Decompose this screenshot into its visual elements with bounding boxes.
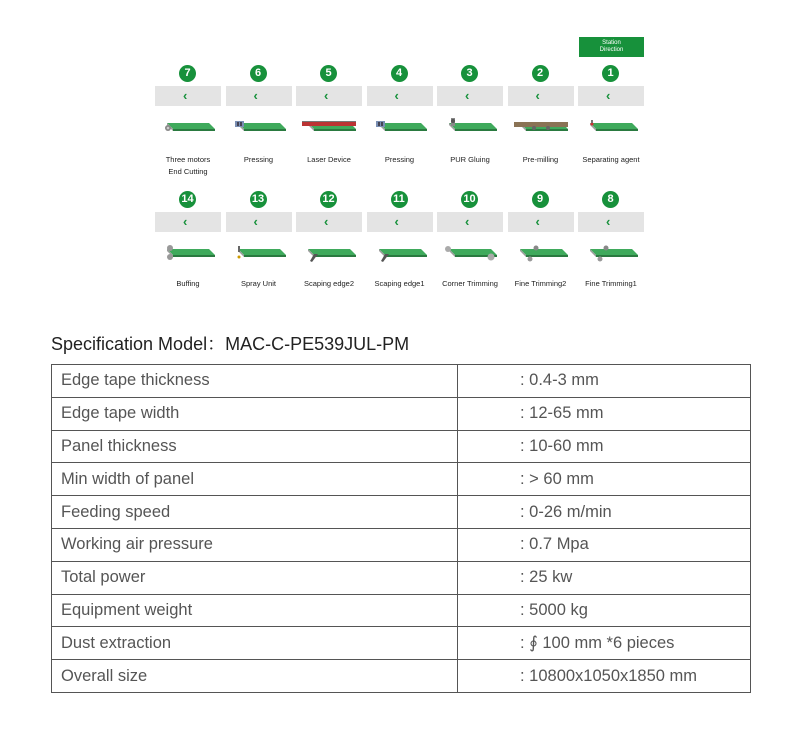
station-number-badge: 5 [320, 65, 337, 82]
chevron-left-icon: ‹ [324, 214, 329, 229]
station-label-line1: Laser Device [307, 155, 351, 164]
spec-key: Total power [52, 561, 458, 594]
spec-row [52, 430, 751, 463]
station-number-badge: 3 [461, 65, 478, 82]
direction-arrow-box [578, 86, 644, 106]
station-13 [226, 188, 292, 288]
spec-key: Panel thickness [52, 430, 458, 463]
spec-value: : 0.7 Mpa [458, 528, 751, 561]
chevron-left-icon: ‹ [465, 88, 470, 103]
station-label-line1: Three motors [165, 155, 211, 164]
buffing-machine-icon [161, 244, 215, 262]
spec-row [52, 660, 751, 693]
spec-value: : ∮ 100 mm *6 pieces [458, 627, 751, 660]
station-10 [437, 188, 503, 288]
spec-key: Edge tape thickness [52, 365, 458, 398]
station-7 [155, 62, 221, 176]
chevron-left-icon: ‹ [253, 214, 258, 229]
spec-value: : 25 kw [458, 561, 751, 594]
direction-arrow-box [155, 212, 221, 232]
station-number-badge: 1 [602, 65, 619, 82]
spec-value: : 0.4-3 mm [458, 365, 751, 398]
station-number-badge: 12 [320, 191, 337, 208]
spec-row [52, 594, 751, 627]
direction-arrow-box [226, 86, 292, 106]
station-label-line1: Scaping edge2 [303, 279, 355, 288]
spec-row [52, 528, 751, 561]
spec-row [52, 463, 751, 496]
station-number-badge: 11 [391, 191, 408, 208]
fine-trim-machine-icon [514, 244, 568, 262]
station-number-badge: 4 [391, 65, 408, 82]
spec-row [52, 365, 751, 398]
end-cutting-machine-icon [161, 118, 215, 136]
spec-key: Working air pressure [52, 528, 458, 561]
scraping-machine-icon [373, 244, 427, 262]
station-label-line1: Pressing [384, 155, 415, 164]
chevron-left-icon: ‹ [394, 88, 399, 103]
station-6 [226, 62, 292, 164]
process-row-top [155, 62, 645, 176]
spec-value: : 0-26 m/min [458, 496, 751, 529]
direction-arrow-box [508, 86, 574, 106]
station-label-line1: Pressing [243, 155, 274, 164]
station-label-line2: End Cutting [168, 167, 208, 176]
spec-value: : > 60 mm [458, 463, 751, 496]
station-label-line1: Fine Trimming2 [514, 279, 567, 288]
station-label [568, 154, 654, 166]
direction-arrow-box [437, 212, 503, 232]
station-number-badge: 6 [250, 65, 267, 82]
station-number-badge: 9 [532, 191, 549, 208]
station-number-badge: 8 [602, 191, 619, 208]
spec-key: Min width of panel [52, 463, 458, 496]
spec-key: Feeding speed [52, 496, 458, 529]
laser-machine-icon [302, 118, 356, 136]
gluing-machine-icon [443, 118, 497, 136]
chevron-left-icon: ‹ [465, 214, 470, 229]
station-direction-badge [579, 37, 644, 57]
station-2 [508, 62, 574, 164]
direction-arrow-box [226, 212, 292, 232]
pre-milling-machine-icon [514, 118, 568, 136]
station-direction-line2: Direction [599, 47, 624, 53]
chevron-left-icon: ‹ [394, 214, 399, 229]
spec-row [52, 397, 751, 430]
station-label-line1: Spray Unit [240, 279, 276, 288]
direction-arrow-box [296, 86, 362, 106]
station-label-line1: Fine Trimming1 [585, 279, 637, 288]
spec-row [52, 561, 751, 594]
station-number-badge: 10 [461, 191, 478, 208]
pressing-machine-icon [373, 118, 427, 136]
chevron-left-icon: ‹ [535, 88, 540, 103]
station-12 [296, 188, 362, 288]
station-label-line1: Corner Trimming [442, 279, 498, 288]
spray-machine-icon [232, 244, 286, 262]
separating-machine-icon [584, 118, 638, 136]
direction-arrow-box [578, 212, 644, 232]
corner-machine-icon [443, 244, 497, 262]
fine-trim-machine-icon [584, 244, 638, 262]
direction-arrow-box [367, 212, 433, 232]
spec-key: Overall size [52, 660, 458, 693]
direction-arrow-box [155, 86, 221, 106]
station-label-line1: Buffing [176, 279, 200, 288]
direction-arrow-box [437, 86, 503, 106]
station-8 [578, 188, 644, 288]
station-number-badge: 13 [250, 191, 267, 208]
spec-value: : 10-60 mm [458, 430, 751, 463]
spec-row [52, 627, 751, 660]
station-label-line1: Pre-milling [522, 155, 559, 164]
pressing-machine-icon [232, 118, 286, 136]
spec-key: Dust extraction [52, 627, 458, 660]
station-9 [508, 188, 574, 288]
spec-row [52, 496, 751, 529]
station-label [568, 278, 654, 290]
scraping-machine-icon [302, 244, 356, 262]
spec-table [51, 364, 751, 693]
direction-arrow-box [367, 86, 433, 106]
chevron-left-icon: ‹ [324, 88, 329, 103]
process-row-bottom [155, 188, 645, 288]
chevron-left-icon: ‹ [606, 214, 611, 229]
station-3 [437, 62, 503, 164]
station-number-badge: 14 [179, 191, 196, 208]
station-label-line1: Scaping edge1 [374, 279, 425, 288]
station-4 [367, 62, 433, 164]
spec-key: Edge tape width [52, 397, 458, 430]
chevron-left-icon: ‹ [606, 88, 611, 103]
station-11 [367, 188, 433, 288]
chevron-left-icon: ‹ [535, 214, 540, 229]
spec-key: Equipment weight [52, 594, 458, 627]
chevron-left-icon: ‹ [183, 88, 188, 103]
station-number-badge: 7 [179, 65, 196, 82]
direction-arrow-box [296, 212, 362, 232]
station-label-line1: Separating agent [582, 155, 640, 164]
station-direction-line1: Station [602, 40, 621, 46]
station-1 [578, 62, 644, 164]
station-number-badge: 2 [532, 65, 549, 82]
direction-arrow-box [508, 212, 574, 232]
station-14 [155, 188, 221, 288]
station-5 [296, 62, 362, 164]
chevron-left-icon: ‹ [183, 214, 188, 229]
spec-value: : 10800x1050x1850 mm [458, 660, 751, 693]
chevron-left-icon: ‹ [253, 88, 258, 103]
spec-title: Specification Model：MAC-C-PE539JUL-PM [51, 334, 410, 354]
station-label-line1: PUR Gluing [450, 155, 490, 164]
spec-value: : 12-65 mm [458, 397, 751, 430]
spec-value: : 5000 kg [458, 594, 751, 627]
